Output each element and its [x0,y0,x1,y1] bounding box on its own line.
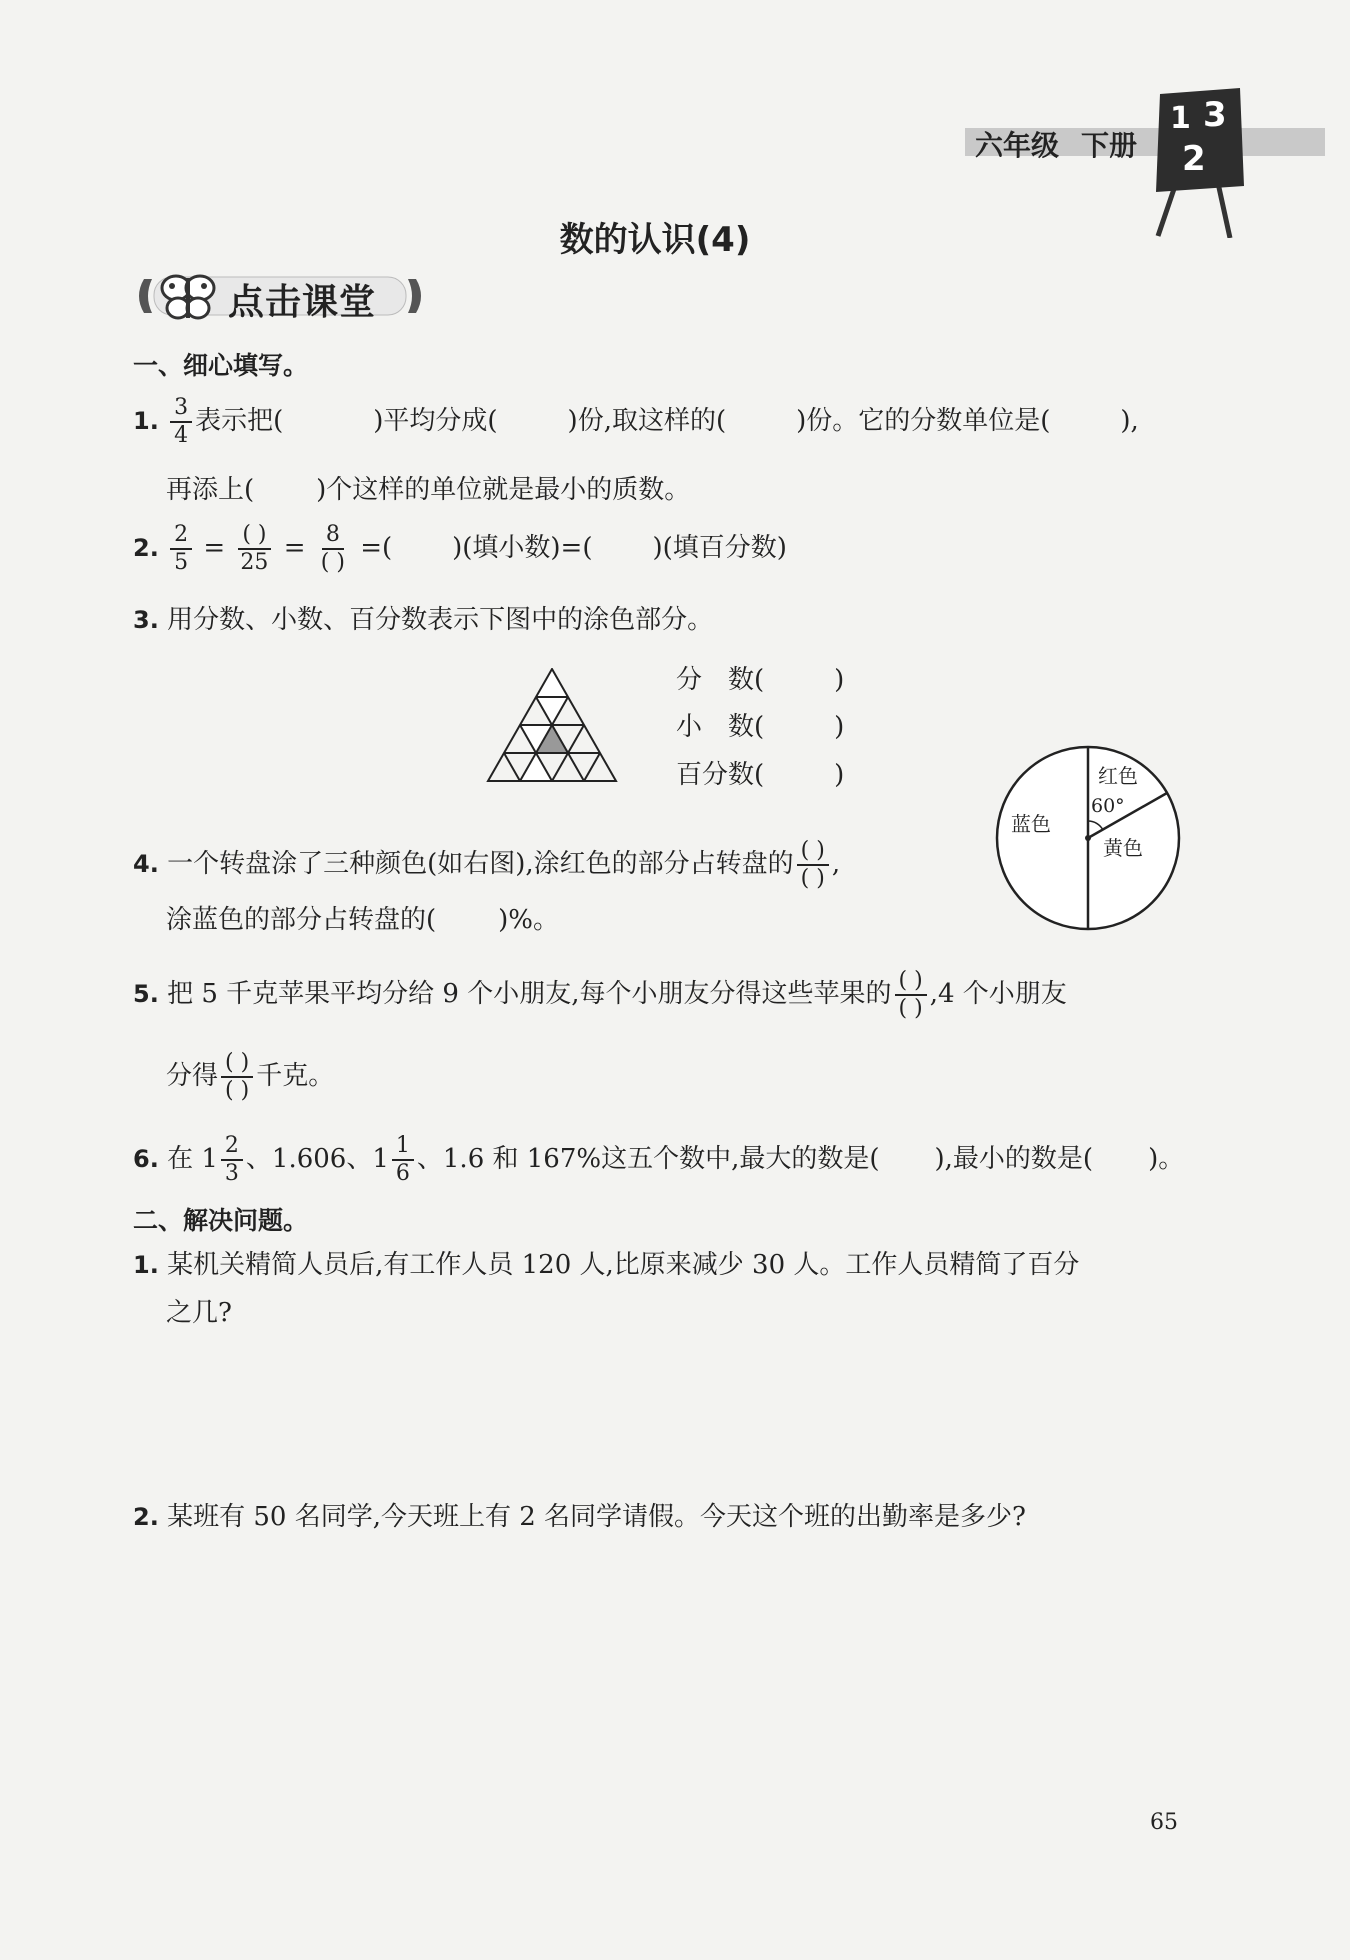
pie-label-red: 红色 [1098,764,1138,788]
frac-bottom: ( ) [320,550,345,575]
q2-text-1: =( [360,533,393,563]
q2-fraction-3[interactable] [317,522,349,576]
q1-text-7: )个这样的单位就是最小的质数。 [316,475,691,505]
q3-row-percent [676,760,844,790]
frac-top: 2 [221,1133,243,1161]
q1-text-6: 再添上( [166,475,255,505]
close-paren: ) [834,712,845,742]
q5-number: 5. [133,980,159,1008]
q4-text-3: 涂蓝色的部分占转盘的( [166,905,437,935]
frac-bottom: 4 [174,423,189,448]
q1-text-5: ), [1120,406,1139,436]
q3-label-fraction: 分 数( [676,665,765,695]
q3-number: 3. [133,606,159,634]
q2-text-2: )(填小数)=( [452,533,593,563]
q4-text-4: )%。 [498,905,560,935]
close-paren: ) [834,665,845,695]
q1-text-3: )份,取这样的( [567,406,727,436]
answer-area-p1[interactable] [133,1345,1183,1485]
q1-text-2: )平均分成( [373,406,498,436]
frac-bottom: ( ) [800,866,825,891]
q1-text-1: 表示把( [195,406,284,436]
frac-top: ( ) [238,522,270,550]
frac-bottom: 6 [395,1161,410,1186]
q6-mixed-fraction-2 [392,1133,414,1187]
grade-text: 六年级 [975,129,1060,162]
badge-3: 3 [1203,95,1227,135]
frac-bottom: ( ) [898,996,923,1021]
frac-top: 3 [170,395,192,423]
q6-text-3: 、1.6 和 167%这五个数中,最大的数是( [416,1144,880,1174]
p1-number: 1. [133,1251,159,1279]
frac-top: ( ) [797,838,829,866]
frac-bottom: 3 [224,1161,239,1186]
pie-label-yellow: 黄色 [1103,836,1143,860]
frac-bottom: 5 [174,550,189,575]
equals-sign: = [203,533,226,563]
q6-number: 6. [133,1145,159,1173]
p1-text-1: 某机关精简人员后,有工作人员 120 人,比原来减少 30 人。工作人员精简了百分 [167,1250,1080,1280]
question-5-line-2 [166,1050,334,1104]
q3-label-decimal: 小 数( [676,712,765,742]
q6-text-1: 在 1 [167,1144,218,1174]
question-6 [133,1133,1184,1187]
banner-text: 点击课堂 [228,282,377,323]
spinner-pie [993,743,1183,933]
q4-number: 4. [133,850,159,878]
q6-text-5: )。 [1148,1144,1185,1174]
question-1-line-2 [166,475,690,505]
q4-text-1: 一个转盘涂了三种颜色(如右图),涂红色的部分占转盘的 [167,849,794,879]
frac-top: 1 [392,1133,414,1161]
q4-text-2: , [831,849,841,879]
q2-number: 2. [133,534,159,562]
q4-fraction[interactable] [797,838,829,892]
question-2 [133,522,787,576]
q1-number: 1. [133,407,159,435]
q5-text-1: 把 5 千克苹果平均分给 9 个小朋友,每个小朋友分得这些苹果的 [167,979,892,1009]
close-paren: ) [834,760,845,790]
p2-text: 某班有 50 名同学,今天班上有 2 名同学请假。今天这个班的出勤率是多少? [167,1502,1026,1532]
problem-1-line-2: 之几? [166,1298,232,1328]
section-title-solve: 二、解决问题。 [133,1206,309,1235]
question-4-line-2 [166,905,559,935]
q6-text-4: ),最小的数是( [934,1144,1094,1174]
butterfly-icon [158,268,218,324]
badge-1: 1 [1170,101,1191,136]
question-1 [133,395,1139,449]
q2-fraction-1 [170,522,192,576]
frac-bottom: ( ) [225,1078,250,1103]
q6-mixed-fraction-1 [221,1133,243,1187]
q3-row-fraction [676,665,844,695]
badge-2: 2 [1182,139,1206,179]
equals-sign: = [283,533,306,563]
triangle-figure [486,668,618,786]
question-5 [133,968,1067,1022]
q5-text-2: ,4 个小朋友 [929,979,1067,1009]
page-number: 65 [1150,1810,1178,1835]
q3-row-decimal [676,712,844,742]
grade-label [975,124,1137,164]
q5-text-3: 分得 [166,1061,219,1091]
pie-angle-label: 60° [1091,795,1125,817]
frac-top: 2 [170,522,192,550]
page-title: 数的认识(4) [559,220,751,260]
question-3 [133,605,713,635]
q1-fraction [170,395,192,449]
p2-number: 2. [133,1503,159,1531]
q3-text: 用分数、小数、百分数表示下图中的涂色部分。 [167,605,714,635]
banner [130,265,430,327]
q2-text-3: )(填百分数) [652,533,787,563]
section-title-fill: 一、细心填写。 [133,351,309,380]
q6-text-2: 、1.606、1 [245,1144,389,1174]
frac-bottom: 25 [240,550,269,575]
problem-1 [133,1250,1079,1280]
answer-area-p2[interactable] [133,1550,1183,1750]
question-4 [133,838,840,892]
problem-2 [133,1502,1026,1532]
q2-fraction-2[interactable] [236,522,272,576]
frac-top: 8 [322,522,344,550]
q5-fraction-1[interactable] [895,968,927,1022]
pie-label-blue: 蓝色 [1011,812,1051,836]
q3-label-percent: 百分数( [676,760,765,790]
frac-top: ( ) [221,1050,253,1078]
volume-text: 下册 [1081,129,1138,162]
q5-text-4: 千克。 [256,1061,335,1091]
q1-text-4: )份。它的分数单位是( [796,406,1051,436]
q5-fraction-2[interactable] [221,1050,253,1104]
frac-top: ( ) [895,968,927,996]
